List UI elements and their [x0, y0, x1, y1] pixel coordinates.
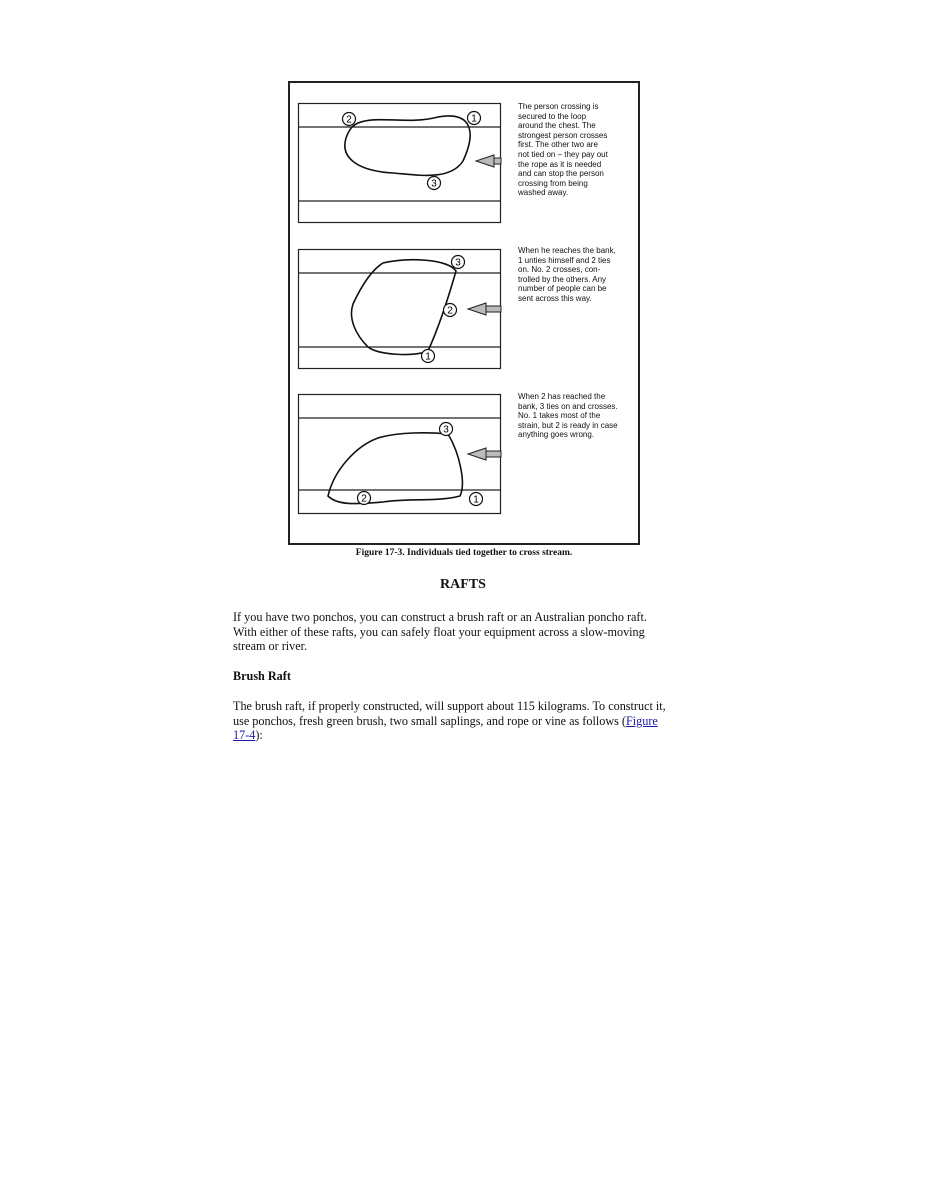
- current-arrow-icon: [468, 448, 501, 460]
- text-line: anything goes wrong.: [518, 430, 595, 440]
- marker-label: 2: [346, 114, 352, 126]
- text-line: secured to the loop: [518, 111, 587, 121]
- text-line: crossing from being: [518, 178, 588, 188]
- marker-1-circle: [468, 112, 481, 125]
- marker-1-circle: [470, 493, 483, 506]
- current-arrow-icon: [468, 303, 501, 315]
- subheading-brush-raft: Brush Raft: [233, 669, 291, 683]
- marker-2-circle: [343, 113, 356, 126]
- text-segment: ):: [255, 728, 263, 743]
- marker-label: 3: [455, 257, 461, 269]
- figure-17-3: [288, 81, 640, 545]
- marker-label: 2: [447, 305, 453, 317]
- text-line: trolled by the others. Any: [518, 274, 607, 284]
- rope-loop: [345, 116, 470, 175]
- marker-3-circle: [440, 423, 453, 436]
- stream-diagram-3: [298, 394, 501, 514]
- marker-label: 2: [361, 493, 367, 505]
- rope-loop: [351, 260, 456, 355]
- text-line: When 2 has reached the: [518, 392, 606, 401]
- text-line: If you have two ponchos, you can construct a brush raft or an Australian poncho raft.: [233, 610, 647, 624]
- marker-label: 1: [473, 494, 479, 506]
- intro-paragraph: [233, 610, 703, 654]
- marker-3-circle: [428, 177, 441, 190]
- rope-loop: [328, 433, 462, 504]
- marker-label: 3: [431, 178, 437, 190]
- text-line: number of people can be: [518, 284, 607, 294]
- text-line: first. The other two are: [518, 140, 598, 150]
- marker-label: 1: [471, 113, 477, 125]
- figure-17-4-link-continued[interactable]: 17-4: [233, 728, 256, 743]
- text-line: The brush raft, if properly constructed, will support about 115 kilograms. To construct it,: [233, 699, 666, 713]
- text-line: The person crossing is: [518, 102, 599, 111]
- text-line: [233, 728, 703, 743]
- text-line: With either of these rafts, you can safely float your equipment across a slow-moving: [233, 624, 645, 639]
- text-line: When he reaches the bank,: [518, 246, 616, 255]
- text-line: and can stop the person: [518, 169, 604, 179]
- marker-3-circle: [452, 256, 465, 269]
- brush-raft-paragraph: [233, 699, 703, 743]
- text-segment: use ponchos, fresh green brush, two small saplings, and rope or vine as follows (: [233, 713, 626, 728]
- text-line: bank, 3 ties on and crosses.: [518, 401, 618, 411]
- figure-panel-3: [298, 394, 501, 514]
- text-line: stream or river.: [233, 639, 308, 654]
- marker-1-circle: [422, 350, 435, 363]
- figure-17-4-link[interactable]: Figure: [625, 713, 658, 728]
- text-line: around the chest. The: [518, 121, 596, 131]
- panel-1-description: [518, 102, 636, 198]
- text-line: sent across this way.: [518, 293, 592, 303]
- panel-2-description: [518, 246, 636, 304]
- text-line: the rope as it is needed: [518, 159, 602, 169]
- stream-diagram-1: [298, 103, 501, 223]
- marker-label: 1: [425, 351, 431, 363]
- text-line: strongest person crosses: [518, 130, 608, 140]
- text-line: 1 unties himself and 2 ties: [518, 255, 611, 265]
- text-line: washed away.: [518, 188, 569, 198]
- marker-2-circle: [444, 304, 457, 317]
- figure-panel-2: [298, 249, 501, 369]
- section-heading: RAFTS: [440, 577, 486, 592]
- text-line: on. No. 2 crosses, con-: [518, 265, 601, 275]
- figure-panel-1: [298, 103, 501, 223]
- text-line: [233, 714, 703, 729]
- figure-caption: Figure 17-3. Individuals tied together to cross stream.: [355, 548, 573, 558]
- text-line: not tied on – they pay out: [518, 149, 608, 159]
- panel-3-description: [518, 392, 636, 440]
- current-arrow-icon: [476, 155, 501, 167]
- marker-2-circle: [358, 492, 371, 505]
- text-line: No. 1 takes most of the: [518, 411, 601, 421]
- stream-diagram-2: [298, 249, 501, 369]
- marker-label: 3: [443, 424, 449, 436]
- text-line: strain, but 2 is ready in case: [518, 420, 618, 430]
